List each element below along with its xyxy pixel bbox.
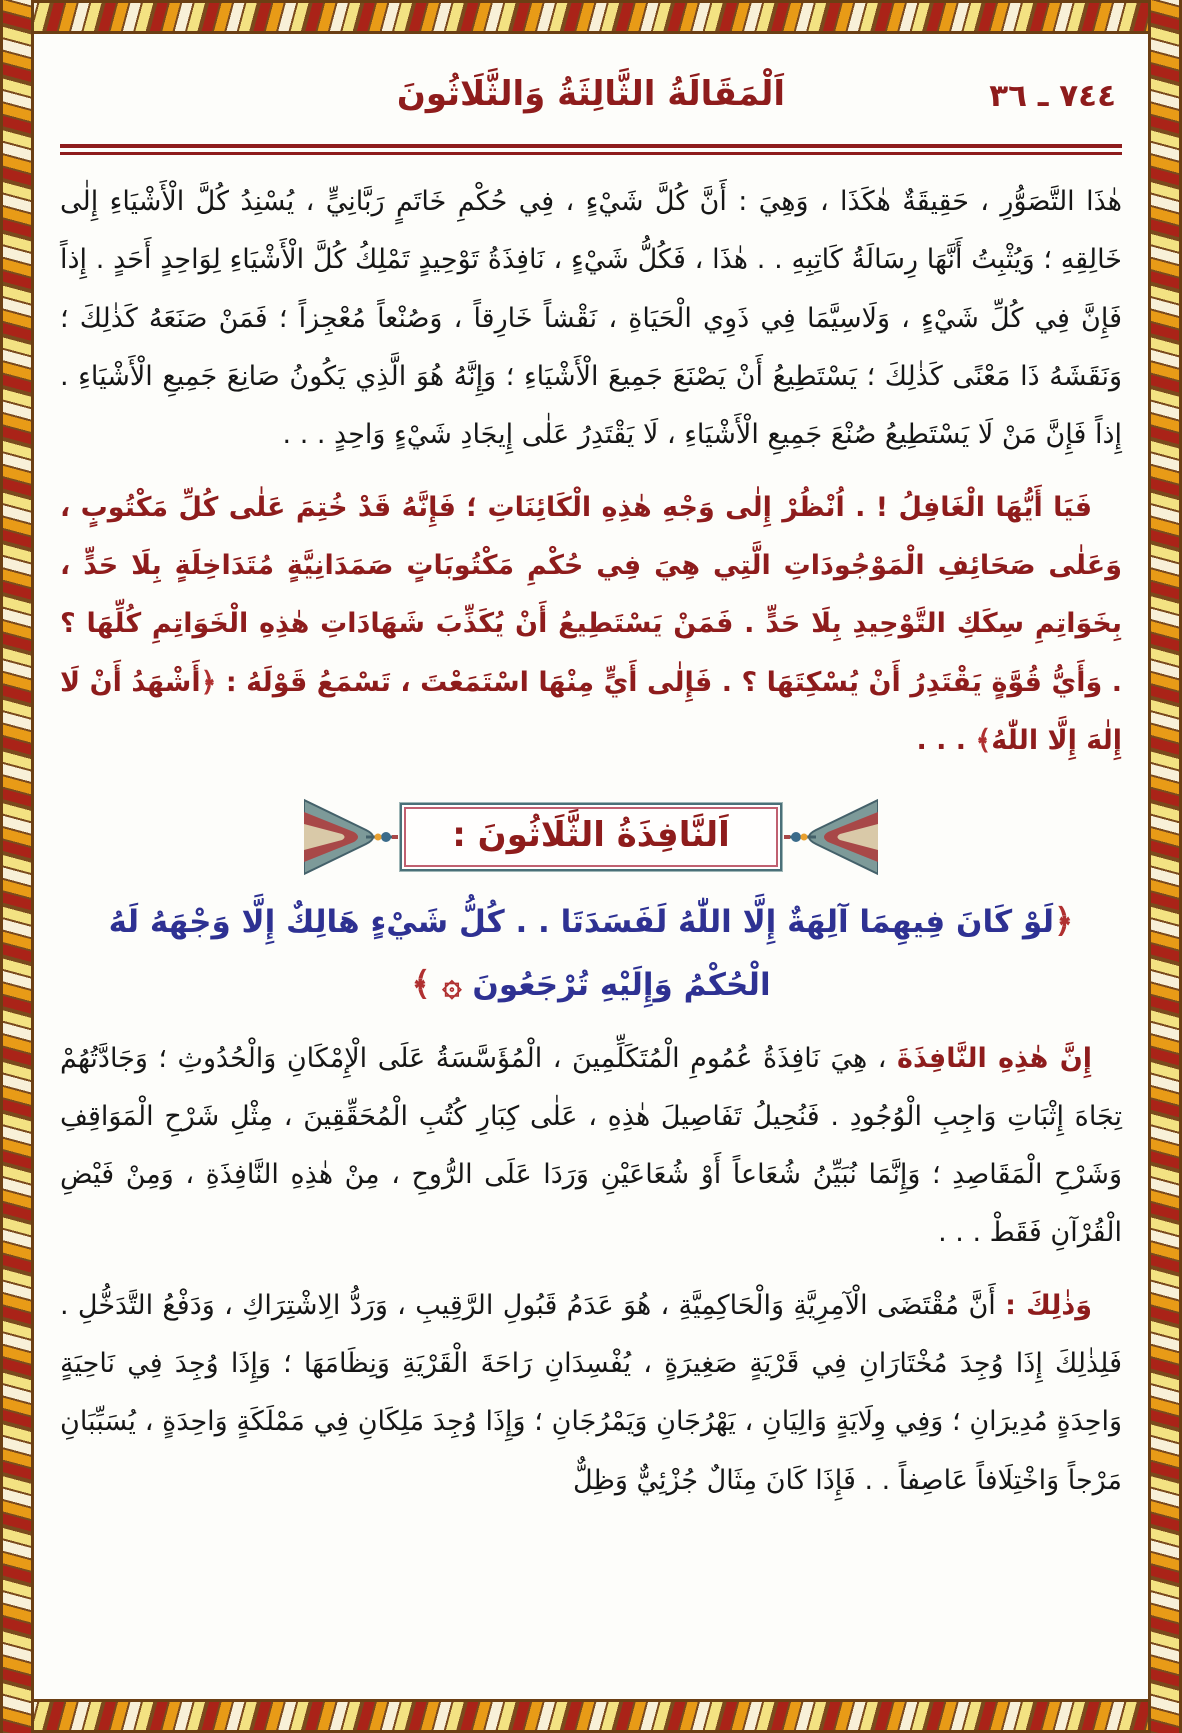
paragraph-2-quote: أَشْهَدُ أَنْ لَا إِلٰهَ إِلَّا اللّٰهُ xyxy=(60,666,1122,756)
ornate-border-left xyxy=(0,0,34,1733)
paragraph-3-text: ، هِيَ نَافِذَةُ عُمُومِ الْمُتَكَلِّمِينَ ، الْمُؤَسَّسَةُ عَلَى الْإِمْكَانِ وَالْحُدُوثِ ؛ وَجَادَّتُهُمْ تِجَاهَ إِثْبَاتِ وَاجِبِ الْوُجُودِ . فَنُحِيلُ تَفَاصِيلَ هٰذِهِ ، عَلٰى كِبَارِ كُتُبِ الْمُحَقِّقِينَ ، مِثْلِ شَرْحِ الْمَوَاقِفِ وَشَرْحِ الْمَقَاصِدِ ؛ وَإِنَّمَا نُبَيِّنُ شُعَاعاً أَوْ شُعَاعَيْنِ وَرَدَا عَلَى الرُّوحِ ، مِنْ هٰذِهِ النَّافِذَةِ ، وَمِنْ فَيْضِ الْقُرْآنِ فَقَطْ . . . xyxy=(60,1042,1122,1249)
arabesque-ornament-right-icon xyxy=(782,794,878,880)
quote-close-bracket-icon: ﴾ xyxy=(975,724,992,756)
ornate-border-right xyxy=(1148,0,1182,1733)
ornate-border-top xyxy=(0,0,1182,34)
paragraph-2-tail: . . . xyxy=(916,724,976,756)
verse-text: لَوْ كَانَ فِيهِمَا آلِهَةٌ إِلَّا اللّٰهُ لَفَسَدَتَا . . كُلُّ شَيْءٍ هَالِكٌ إِلَّا وَجْهَهُ لَهُ الْحُكْمُ وَإِلَيْهِ تُرْجَعُونَ xyxy=(108,904,1055,1003)
page-title: اَلْمَقَالَةُ الثَّالِثَةُ وَالثَّلَاثُونَ xyxy=(396,74,786,114)
ornate-border-bottom xyxy=(0,1699,1182,1733)
section-banner xyxy=(60,794,1122,880)
header-double-rule xyxy=(60,144,1122,155)
paragraph-1: هٰذَا التَّصَوُّرِ ، حَقِيقَةٌ هٰكَذَا ، وَهِيَ : أَنَّ كُلَّ شَيْءٍ ، فِي حُكْمِ خَاتَمٍ رَبَّانِيٍّ ، يُسْنِدُ كُلَّ الْأَشْيَاءِ إِلٰى خَالِقِهِ ؛ وَيُثْبِتُ أَنَّهَا رِسَالَةُ كَاتِبِهِ . . هٰذَا ، فَكُلُّ شَيْءٍ ، نَافِذَةُ تَوْحِيدٍ تَمْلِكُ كُلَّ الْأَشْيَاءِ لِوَاحِدٍ أَحَدٍ . إِذاً فَإِنَّ فِي كُلِّ شَيْءٍ ، وَلَاسِيَّمَا فِي ذَوِي الْحَيَاةِ ، نَقْشاً خَارِقاً ، وَصُنْعاً مُعْجِزاً ؛ فَمَنْ صَنَعَهُ كَذٰلِكَ ؛ وَنَقَشَهُ ذَا مَعْنًى كَذٰلِكَ ؛ يَسْتَطِيعُ أَنْ يَصْنَعَ جَمِيعَ الْأَشْيَاءِ ؛ وَإِنَّهُ هُوَ الَّذِي يَكُونُ صَانِعَ جَمِيعِ الْأَشْيَاءِ . إِذاً فَإِنَّ مَنْ لَا يَسْتَطِيعُ صُنْعَ جَمِيعِ الْأَشْيَاءِ ، لَا يَقْتَدِرُ عَلٰى إِيجَادِ شَيْءٍ وَاحِدٍ . . . xyxy=(60,186,1122,451)
page-content xyxy=(34,34,1148,1699)
paragraph-4 xyxy=(60,1277,1122,1510)
paragraph-2 xyxy=(60,479,1122,771)
verse-rosette-icon: ۞ xyxy=(442,963,462,1003)
section-title-box xyxy=(400,803,782,871)
paragraph-3-lead: إِنَّ هٰذِهِ النَّافِذَةَ xyxy=(897,1042,1093,1074)
paragraph-4-lead: وَذٰلِكَ : xyxy=(1005,1289,1092,1321)
arabesque-ornament-left-icon xyxy=(304,794,400,880)
verse-close-bracket-icon: ﴾ xyxy=(411,963,443,1003)
section-title: اَلنَّافِذَةُ الثَّلَاثُونَ : xyxy=(404,807,778,867)
paragraph-3 xyxy=(60,1030,1122,1263)
paragraph-4-text: أَنَّ مُقْتَضَى الْآمِرِيَّةِ وَالْحَاكِمِيَّةِ ، هُوَ عَدَمُ قَبُولِ الرَّقِيبِ ، وَرَدُّ الِاشْتِرَاكِ ، وَدَفْعُ التَّدَخُّلِ . فَلِذٰلِكَ إِذَا وُجِدَ مُخْتَارَانِ فِي قَرْيَةٍ صَغِيرَةٍ ، يُفْسِدَانِ رَاحَةَ الْقَرْيَةِ وَنِظَامَهَا ؛ وَإِذَا وُجِدَ فِي نَاحِيَةٍ وَاحِدَةٍ مُدِيرَانِ ؛ وَفِي وِلَايَةٍ وَالِيَانِ ، يَهْرُجَانِ وَيَمْرُجَانِ ؛ وَإِذَا وُجِدَ مَلِكَانِ فِي مَمْلَكَةٍ وَاحِدَةٍ ، يُسَبِّبَانِ مَرْجاً وَاخْتِلَافاً عَاصِفاً . . فَإِذَا كَانَ مِثَالٌ جُزْئِيٌّ وَظِلٌّ xyxy=(60,1289,1122,1496)
quote-open-bracket-icon: ﴿ xyxy=(200,666,217,698)
verse-open-bracket-icon: ﴿ xyxy=(1054,901,1074,941)
page-header xyxy=(60,62,1122,136)
page-number: ٧٤٤ ـ ٣٦ xyxy=(989,78,1116,114)
paragraph-2-text: فَيَا أَيُّهَا الْغَافِلُ ! . اُنْظُرْ إِلٰى وَجْهِ هٰذِهِ الْكَائِنَاتِ ؛ فَإِنَّهُ قَدْ خُتِمَ عَلٰى كُلِّ مَكْتُوبٍ ، وَعَلٰى صَحَائِفِ الْمَوْجُودَاتِ الَّتِي هِيَ فِي حُكْمِ مَكْتُوبَاتٍ صَمَدَانِيَّةٍ مُتَدَاخِلَةٍ بِلَا حَدٍّ ، بِخَوَاتِمِ سِكَكِ التَّوْحِيدِ بِلَا حَدٍّ . فَمَنْ يَسْتَطِيعُ أَنْ يُكَذِّبَ شَهَادَاتِ هٰذِهِ الْخَوَاتِمِ كُلِّهَا ؟ . وَأَيُّ قُوَّةٍ يَقْتَدِرُ أَنْ يُسْكِتَهَا ؟ . فَإِلٰى أَيٍّ مِنْهَا اسْتَمَعْتَ ، تَسْمَعُ قَوْلَهُ : xyxy=(60,491,1122,698)
quran-verse xyxy=(104,890,1078,1015)
